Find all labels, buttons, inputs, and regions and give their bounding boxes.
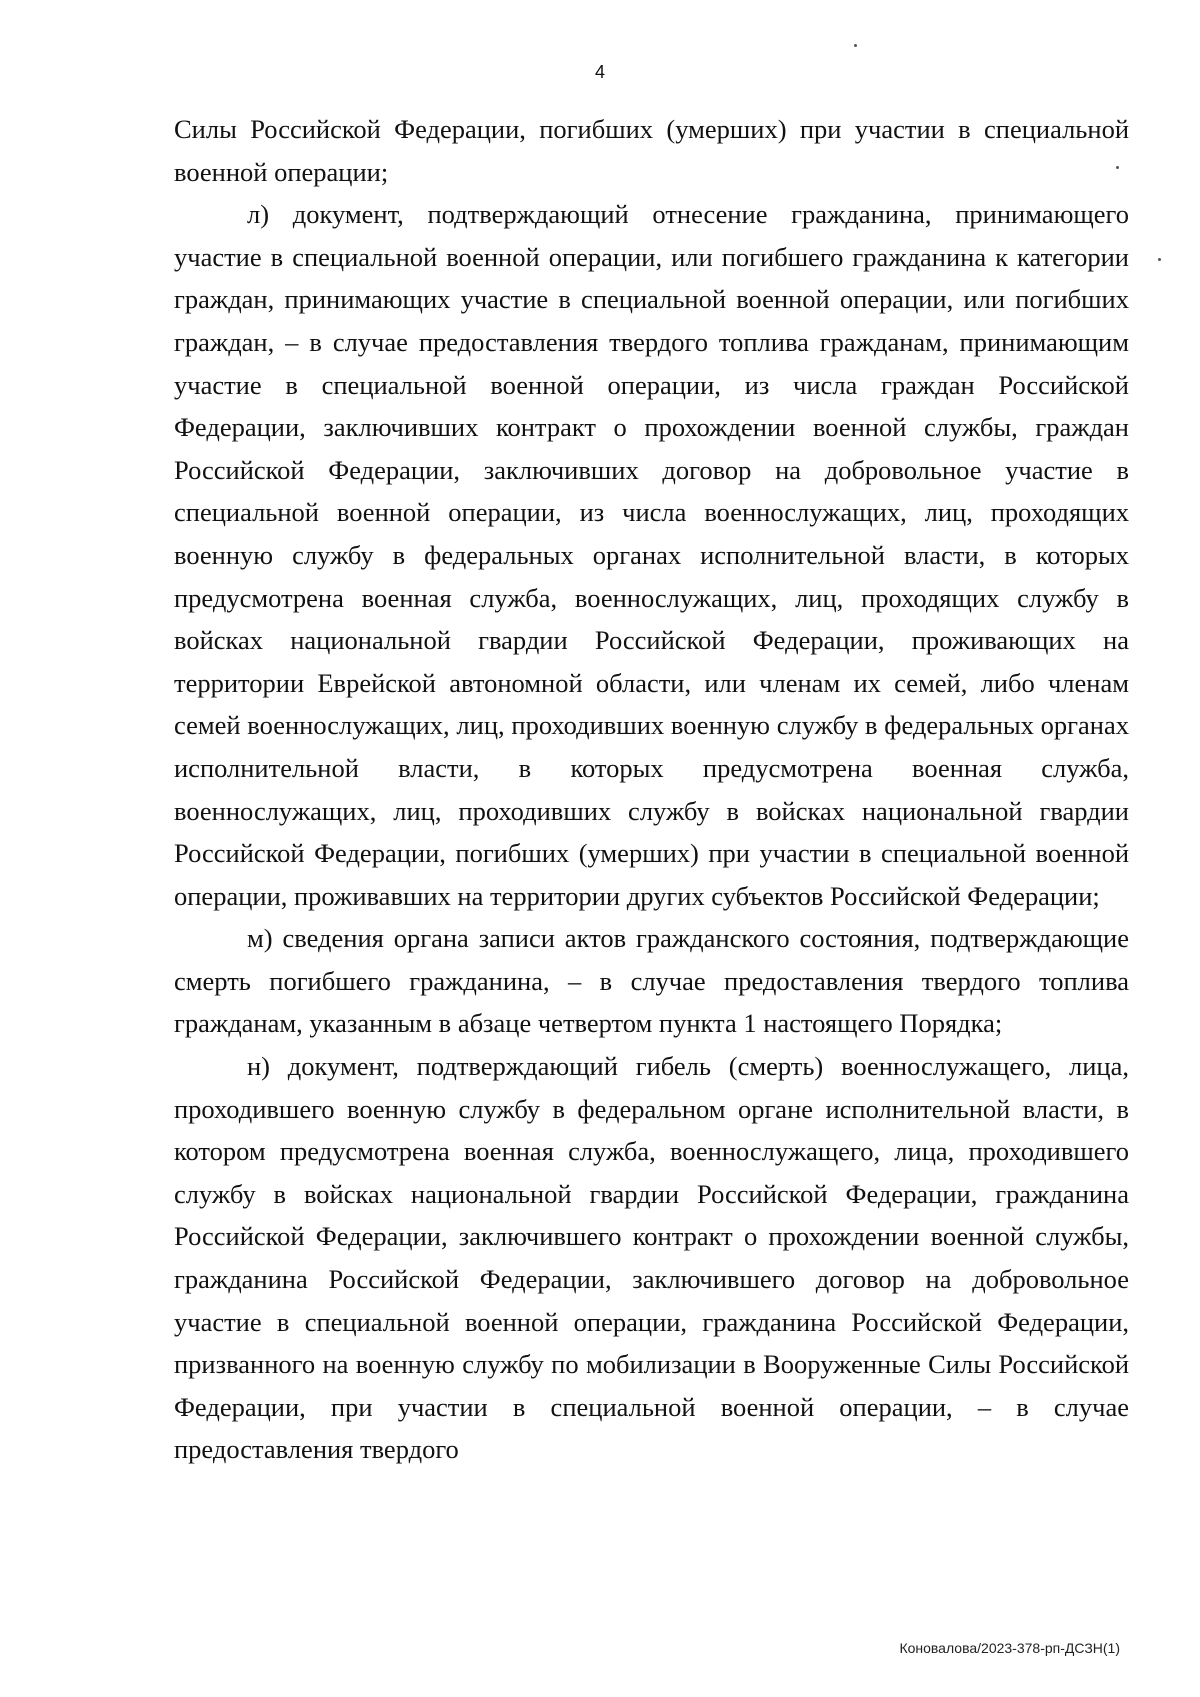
scan-speck (1116, 166, 1119, 169)
document-reference-code: Коновалова/2023-378-рп-ДСЗН(1) (899, 1640, 1120, 1656)
document-body (174, 108, 1129, 1471)
page-number: 4 (594, 62, 605, 82)
paragraph-item-l: л) документ, подтверждающий отнесение гражданина, принимающего участие в специальной военной операции, или погибшего гражданина к категории граждан, принимающих участие в специальной военной операции, или погибших граждан, – в случае предоставления твердого топлива гражданам, принимающим участие в специальной военной операции, из числа граждан Российской Федерации, заключивших контракт о прохождении военной службы, граждан Российской Федерации, заключивших договор на добровольное участие в специальной военной операции, из числа военнослужащих, лиц, проходящих военную службу в федеральных органах исполнительной власти, в которых предусмотрена военная служба, военнослужащих, лиц, проходящих службу в войсках национальной гвардии Российской Федерации, проживающих на территории Еврейской автономной области, или членам их семей, либо членам семей военнослужащих, лиц, проходивших военную службу в федеральных органах исполнительной власти, в которых предусмотрена военная служба, военнослужащих, лиц, проходивших службу в войсках национальной гвардии Российской Федерации, погибших (умерших) при участии в специальной военной операции, проживавших на территории других субъектов Российской Федерации; (174, 199, 1129, 911)
paragraph-item-n: н) документ, подтверждающий гибель (смерть) военнослужащего, лица, проходившего военную службу в федеральном органе исполнительной власти, в котором предусмотрена военная служба, военнослужащего, лица, проходившего службу в войсках национальной гвардии Российской Федерации, гражданина Российской Федерации, заключившего контракт о прохождении военной службы, гражданина Российской Федерации, заключившего договор на добровольное участие в специальной военной операции, гражданина Российской Федерации, призванного на военную службу по мобилизации в Вооруженные Силы Российской Федерации, при участии в специальной военной операции, – в случае предоставления твердого (174, 1051, 1129, 1465)
paragraph-continuation: Силы Российской Федерации, погибших (умерших) при участии в специальной военной операции; (174, 114, 1129, 187)
paragraph-item-m: м) сведения органа записи актов гражданского состояния, подтверждающие смерть погибшего гражданина, – в случае предоставления твердого топлива гражданам, указанным в абзаце четвертом пункта 1 настоящего Порядка; (174, 923, 1129, 1039)
scan-speck (1158, 258, 1161, 261)
scan-speck (854, 44, 857, 47)
